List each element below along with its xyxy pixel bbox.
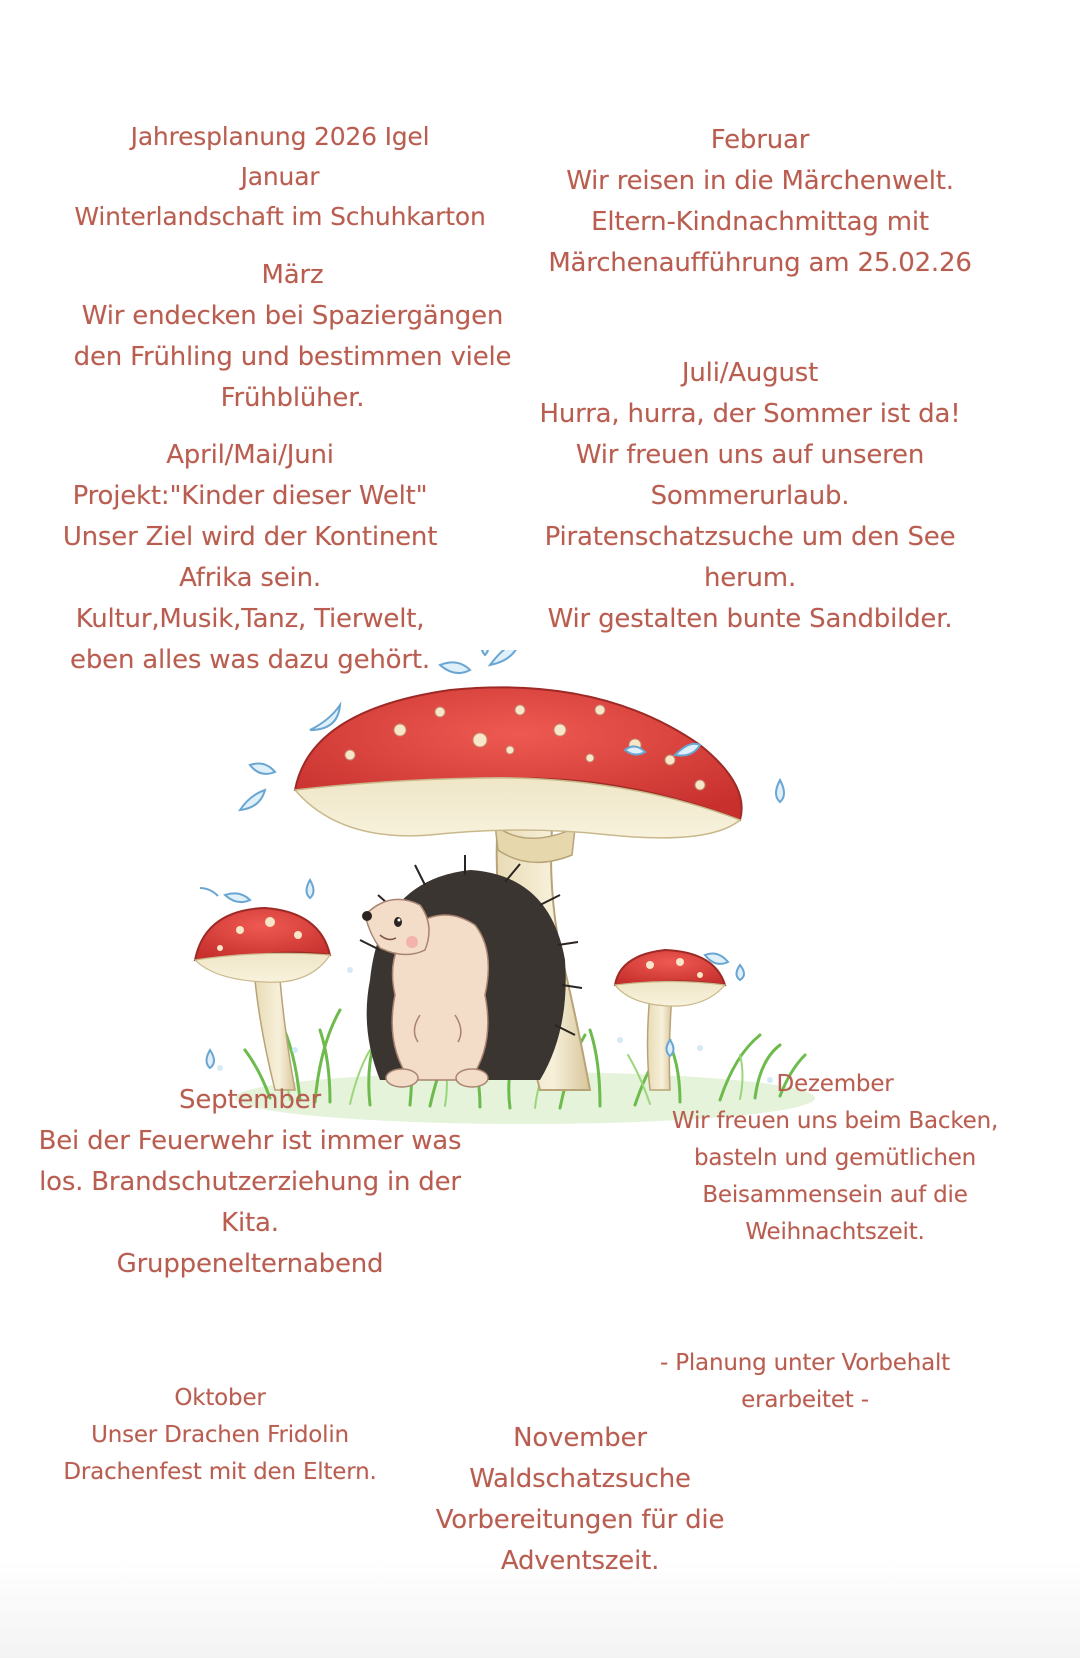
april-june-line: Projekt:"Kinder dieser Welt" bbox=[72, 481, 428, 511]
november-line: Vorbereitungen für die bbox=[435, 1505, 725, 1535]
planning-note bbox=[610, 1345, 1000, 1419]
july-august-line: Sommerurlaub. bbox=[650, 481, 850, 511]
october-line: Unser Drachen Fridolin bbox=[91, 1422, 349, 1448]
january-text: Winterlandschaft im Schuhkarton bbox=[74, 202, 486, 231]
march-line: den Frühling und bestimmen viele bbox=[73, 342, 512, 372]
october-line: Drachenfest mit den Eltern. bbox=[63, 1459, 377, 1485]
july-august-line: Hurra, hurra, der Sommer ist da! bbox=[539, 399, 961, 429]
october-heading: Oktober bbox=[174, 1385, 266, 1411]
april-june-line: Kultur,Musik,Tanz, Tierwelt, bbox=[75, 604, 425, 634]
march-line: Frühblüher. bbox=[220, 383, 365, 413]
april-june-line: Unser Ziel wird der Kontinent bbox=[62, 522, 438, 552]
february-line: Wir reisen in die Märchenwelt. bbox=[566, 166, 954, 196]
september-heading: September bbox=[179, 1085, 321, 1115]
march-block bbox=[40, 255, 545, 419]
july-august-block bbox=[520, 353, 980, 640]
december-line: Beisammensein auf die bbox=[702, 1182, 968, 1208]
november-block bbox=[405, 1418, 755, 1582]
february-line: Eltern-Kindnachmittag mit bbox=[591, 207, 929, 237]
page-title: Jahresplanung 2026 Igel bbox=[130, 122, 430, 151]
december-line: basteln und gemütlichen bbox=[693, 1145, 977, 1171]
planning-note-line: erarbeitet - bbox=[741, 1387, 869, 1413]
december-line: Weihnachtszeit. bbox=[745, 1219, 925, 1245]
september-line: los. Brandschutzerziehung in der bbox=[39, 1167, 461, 1197]
july-august-line: Wir freuen uns auf unseren bbox=[575, 440, 925, 470]
february-heading: Februar bbox=[710, 125, 810, 155]
july-august-line: Piratenschatzsuche um den See bbox=[544, 522, 956, 552]
header-block bbox=[50, 117, 510, 237]
february-line: Märchenaufführung am 25.02.26 bbox=[548, 248, 972, 278]
mushroom-icon bbox=[195, 908, 330, 1090]
april-june-line: eben alles was dazu gehört. bbox=[70, 645, 430, 675]
december-line: Wir freuen uns beim Backen, bbox=[671, 1108, 999, 1134]
september-line: Bei der Feuerwehr ist immer was bbox=[38, 1126, 462, 1156]
december-block bbox=[615, 1066, 1055, 1251]
january-heading: Januar bbox=[240, 162, 320, 191]
july-august-heading: Juli/August bbox=[681, 358, 819, 388]
september-line: Gruppenelternabend bbox=[116, 1249, 384, 1279]
november-heading: November bbox=[513, 1423, 647, 1453]
september-line: Kita. bbox=[221, 1208, 279, 1238]
march-heading: März bbox=[261, 260, 324, 290]
planning-note-line: - Planung unter Vorbehalt bbox=[659, 1350, 950, 1376]
october-block bbox=[40, 1380, 400, 1491]
april-june-block bbox=[30, 435, 470, 681]
december-heading: Dezember bbox=[776, 1071, 894, 1097]
november-line: Adventszeit. bbox=[500, 1546, 660, 1576]
july-august-line: Wir gestalten bunte Sandbilder. bbox=[547, 604, 953, 634]
november-line: Waldschatzsuche bbox=[469, 1464, 691, 1494]
march-line: Wir endecken bei Spaziergängen bbox=[81, 301, 504, 331]
april-june-line: Afrika sein. bbox=[179, 563, 321, 593]
july-august-line: herum. bbox=[703, 563, 797, 593]
april-june-heading: April/Mai/Juni bbox=[166, 440, 334, 470]
september-block bbox=[20, 1080, 480, 1285]
february-block bbox=[510, 120, 1010, 284]
